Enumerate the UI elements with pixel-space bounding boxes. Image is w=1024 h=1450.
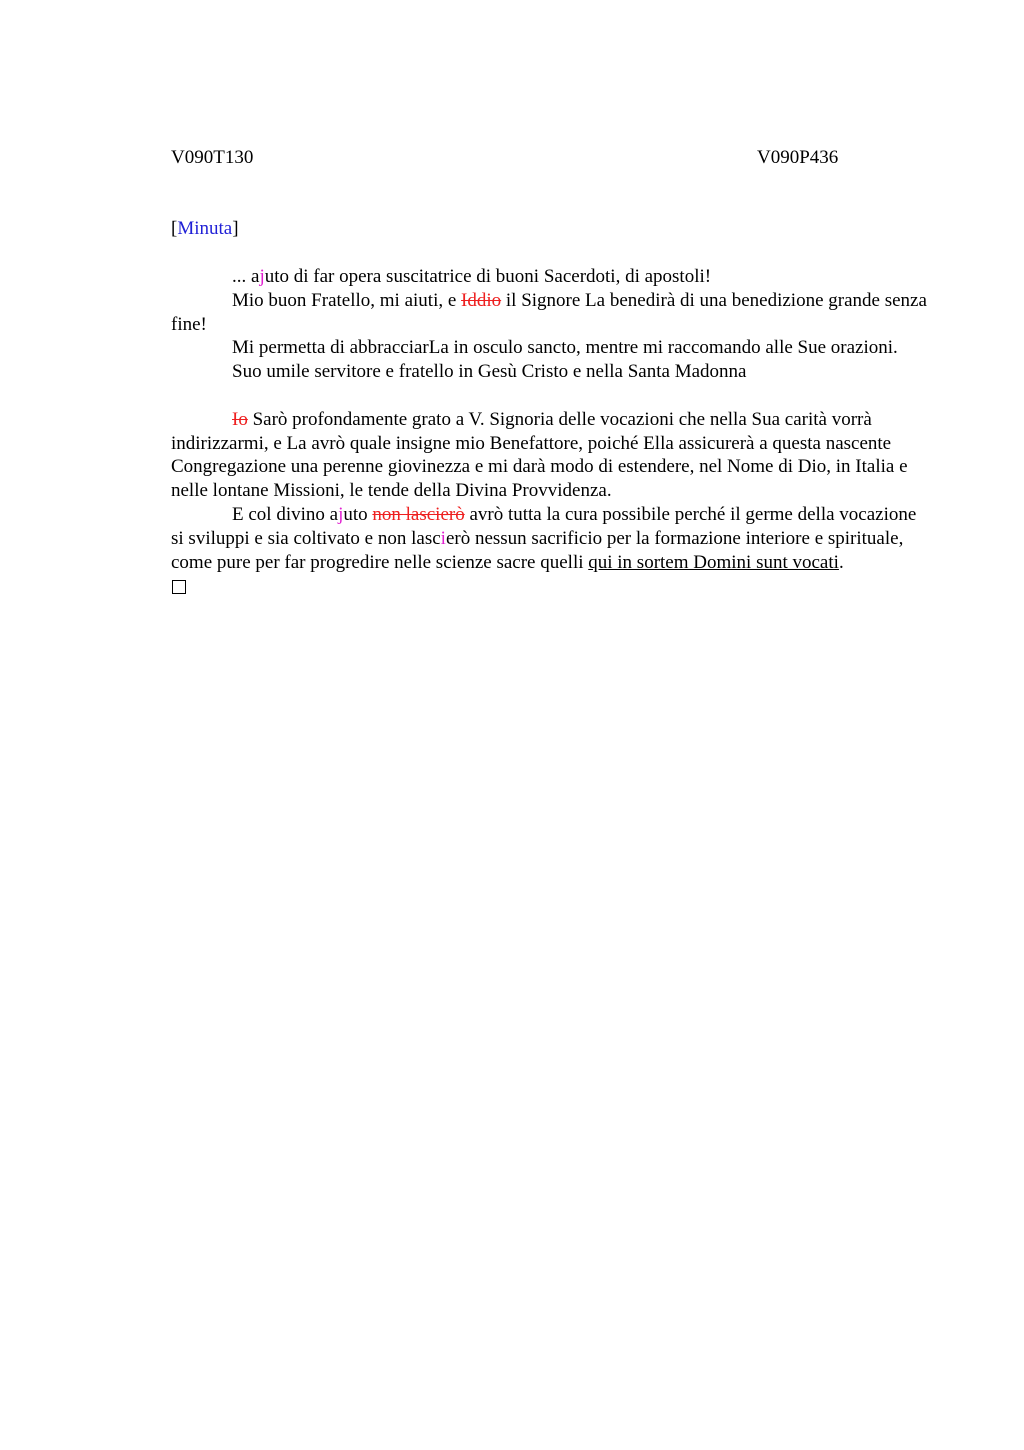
deleted-word: Iddio	[461, 289, 502, 311]
draft-note-label: Minuta	[177, 218, 233, 239]
insertion-mark: j	[338, 503, 344, 525]
end-marker-box	[172, 580, 186, 594]
text-run: uto di far opera suscitatrice di buoni Sacerdoti, di apostoli!	[264, 266, 712, 287]
latin-quotation: qui in sortem Domini sunt vocati	[588, 551, 839, 573]
insertion-mark: j	[259, 266, 265, 287]
text-run: Sarò profondamente grato a V. Signoria delle vocazioni che nella Sua carità vorrà indirizzarmi, e La avrò quale insigne mio Benefattore, poiché Ella assicurerà a questa nascente Congregazione una perenne giovinezza e mi darà modo di estendere, nel Nome di Dio, in Italia e nelle lontane Missioni, le tende della Divina Provvidenza.	[171, 408, 908, 502]
paragraph-3: Mi permetta di abbracciarLa in osculo sancto, mentre mi raccomando alle Sue orazioni.	[232, 337, 898, 359]
deleted-phrase: non lascierò	[372, 503, 465, 525]
page-code: V090P436	[757, 147, 839, 168]
draft-note	[171, 217, 239, 241]
closing-signature-line: Suo umile servitore e fratello in Gesù Cristo e nella Santa Madonna	[232, 361, 747, 383]
text-run: E col divino a	[232, 503, 339, 525]
draft-note-close-bracket: ]	[232, 218, 239, 239]
deleted-word: Io	[232, 408, 248, 430]
text-run: Mio buon Fratello, mi aiuti, e	[232, 289, 462, 311]
paragraph-6	[171, 503, 931, 574]
paragraph-1	[171, 265, 931, 289]
letter-body	[171, 265, 931, 594]
paragraph-5	[171, 408, 931, 503]
document-page	[171, 146, 931, 573]
paragraph-2	[171, 289, 931, 337]
document-code: V090T130	[171, 147, 254, 168]
text-run: ... a	[232, 266, 260, 287]
text-run: erò nessun sacrificio per la formazione interiore e spirituale, come pure per far progredire nelle scienze sacre quelli	[171, 527, 904, 573]
text-run: il Signore La benedirà di una benedizione grande senza fine!	[171, 289, 927, 335]
text-run: avrò tutta la cura possibile perché il germe della vocazione si sviluppi e sia coltivato e non lasc	[171, 503, 917, 549]
page-header	[171, 146, 931, 170]
draft-note-open-bracket: [	[171, 218, 178, 239]
insertion-mark: i	[440, 527, 446, 549]
text-run: .	[838, 551, 844, 573]
text-run: uto	[343, 503, 373, 525]
